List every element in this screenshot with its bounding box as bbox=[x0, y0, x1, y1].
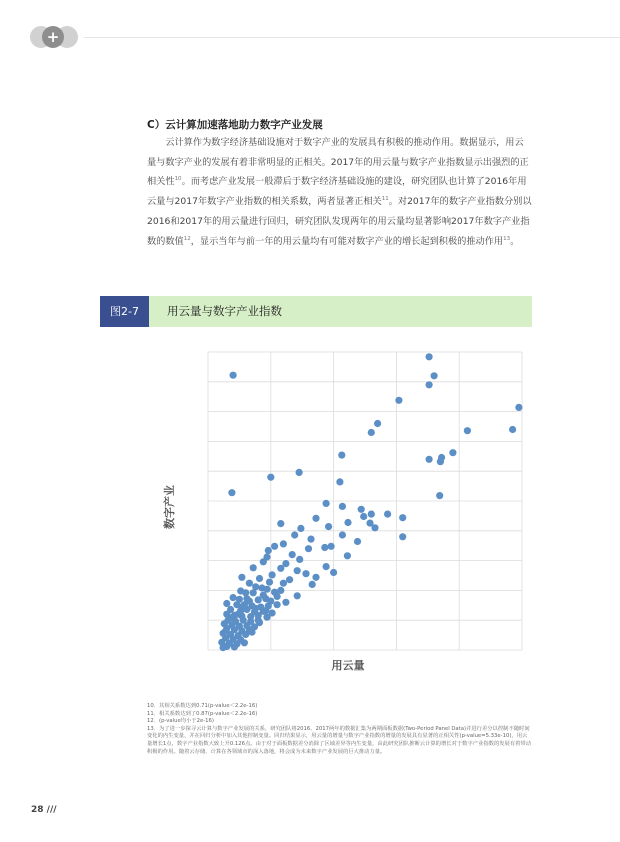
data-point bbox=[305, 545, 312, 552]
page-number: 28 /// bbox=[31, 805, 57, 815]
data-point bbox=[338, 452, 345, 459]
data-point bbox=[248, 629, 255, 636]
data-point bbox=[274, 593, 281, 600]
data-point bbox=[265, 547, 272, 554]
data-point bbox=[312, 515, 319, 522]
data-point bbox=[368, 429, 375, 436]
data-point bbox=[330, 569, 337, 576]
data-point bbox=[426, 456, 433, 463]
footnotes bbox=[147, 703, 532, 756]
data-point bbox=[344, 552, 351, 559]
data-point bbox=[384, 511, 391, 518]
data-point bbox=[368, 511, 375, 518]
data-point bbox=[277, 520, 284, 527]
paragraph-text: 。而考虑产业发展一般滞后于数字经济基础设施的建设，研究团队也计算了2016年用云量与2017年数字产业指数的相关系数，两者显著正相关 bbox=[147, 176, 527, 208]
data-point bbox=[263, 614, 270, 621]
paragraph-text: ，显示当年与前一年的用云量均有可能对数字产业的增长起到积极的推动作用 bbox=[190, 235, 504, 247]
data-point bbox=[399, 533, 406, 540]
footnote-ref: 10 bbox=[174, 176, 182, 183]
data-point bbox=[280, 540, 287, 547]
data-point bbox=[280, 580, 287, 587]
data-point bbox=[336, 478, 343, 485]
header-rule bbox=[84, 37, 620, 38]
data-point bbox=[277, 565, 284, 572]
plus-icon: + bbox=[42, 26, 64, 48]
data-point bbox=[271, 543, 278, 550]
data-point bbox=[277, 587, 284, 594]
data-point bbox=[238, 604, 245, 611]
data-point bbox=[255, 617, 262, 624]
data-point bbox=[325, 523, 332, 530]
data-point bbox=[269, 571, 276, 578]
footnote-ref: 11 bbox=[381, 196, 389, 203]
data-point bbox=[256, 575, 263, 582]
data-point bbox=[289, 551, 296, 558]
data-point bbox=[436, 492, 443, 499]
data-point bbox=[291, 531, 298, 538]
data-point bbox=[230, 372, 237, 379]
footnote-item: 12．(p-value均小于2e-16) bbox=[147, 718, 214, 725]
data-point bbox=[246, 598, 253, 605]
data-point bbox=[235, 611, 242, 618]
data-point bbox=[360, 513, 367, 520]
body-paragraph bbox=[147, 133, 532, 251]
data-point bbox=[464, 427, 471, 434]
data-point bbox=[312, 574, 319, 581]
data-point bbox=[222, 627, 229, 634]
data-point bbox=[437, 458, 444, 465]
figure-banner bbox=[100, 296, 532, 327]
data-point bbox=[260, 558, 267, 565]
data-point bbox=[309, 581, 316, 588]
data-point bbox=[431, 372, 438, 379]
data-point bbox=[426, 381, 433, 388]
data-point bbox=[307, 536, 314, 543]
data-point bbox=[374, 420, 381, 427]
data-point bbox=[263, 586, 270, 593]
data-point bbox=[242, 631, 249, 638]
data-point bbox=[426, 353, 433, 360]
paragraph-text: 。 bbox=[510, 235, 520, 247]
data-point bbox=[296, 556, 303, 563]
data-point bbox=[250, 564, 257, 571]
publisher-logo bbox=[30, 26, 78, 48]
figure-label: 图2-7 bbox=[100, 296, 149, 327]
chart-points bbox=[218, 353, 522, 651]
y-axis-label: 数字产业 bbox=[163, 485, 176, 529]
footnote-ref: 13 bbox=[503, 235, 511, 242]
footnote-item: 11．相关系数达到了0.87(p-value＜2.2e-16) bbox=[147, 710, 258, 717]
data-point bbox=[515, 404, 522, 411]
scatter-chart bbox=[100, 340, 532, 680]
data-point bbox=[223, 600, 230, 607]
data-point bbox=[294, 592, 301, 599]
paragraph-text: 。对2017年的数字产业指数分别以2016和2017年的用云量进行回归，研究团队发现两年的用云量均显著影响2017年数字产业指数的数值 bbox=[147, 196, 532, 247]
data-point bbox=[371, 524, 378, 531]
data-point bbox=[358, 506, 365, 513]
data-point bbox=[321, 544, 328, 551]
paragraph-text: 云计算作为数字经济基础设施对于数字产业的发展具有积极的推动作用。数据显示，用云量与数字产业的发展有着非常明显的正相关。2017年的用云量与数字产业指数显示出强烈的正相关性 bbox=[147, 137, 529, 188]
footnote-item: 13．为了进一步探寻云计算与数字产业发展的关系，研究团队将2016、2017两年的数据汇集为两期面板数据(Two-Period Panel Data)并进行差分以控制不随时间变化的内生变量，并在回归分析中加入其他控制变量。回归结果显示，用云量的增量与数字产业指数的增量的发展具有显著的正相关性(p-value=5.33e-10)，用云量增长1点，数字产业指数大致上升0.126点。由于对于面板数据差分消除了区域差异等内生变量，由此研究团队推断云计算的增长对于数字产业指数的发展有着带动积极的作用。随着云存储、计算在各领域市的深入落地，将会成为未来数字产业发展的巨大推动力量。 bbox=[147, 725, 532, 755]
footnote-item: 10．其相关系数达到0.71(p-value＜2.2e-16) bbox=[147, 703, 258, 709]
data-point bbox=[297, 525, 304, 532]
data-point bbox=[354, 538, 361, 545]
footnote-ref: 12 bbox=[183, 235, 191, 242]
data-point bbox=[449, 449, 456, 456]
data-point bbox=[339, 503, 346, 510]
data-point bbox=[509, 426, 516, 433]
data-point bbox=[227, 614, 234, 621]
data-point bbox=[228, 489, 235, 496]
data-point bbox=[230, 594, 237, 601]
data-point bbox=[260, 592, 267, 599]
data-point bbox=[339, 531, 346, 538]
data-point bbox=[294, 567, 301, 574]
data-point bbox=[395, 397, 402, 404]
x-axis-label: 用云量 bbox=[331, 659, 365, 672]
data-point bbox=[302, 570, 309, 577]
data-point bbox=[220, 644, 227, 651]
data-point bbox=[252, 605, 259, 612]
data-point bbox=[286, 576, 293, 583]
data-point bbox=[323, 563, 330, 570]
data-point bbox=[282, 599, 289, 606]
data-point bbox=[328, 543, 335, 550]
data-point bbox=[267, 474, 274, 481]
data-point bbox=[274, 601, 281, 608]
data-point bbox=[323, 500, 330, 507]
data-point bbox=[250, 589, 257, 596]
data-point bbox=[344, 519, 351, 526]
figure-title: 用云量与数字产业指数 bbox=[167, 304, 282, 318]
data-point bbox=[262, 607, 269, 614]
data-point bbox=[246, 580, 253, 587]
data-point bbox=[241, 639, 248, 646]
data-point bbox=[238, 574, 245, 581]
data-point bbox=[266, 579, 273, 586]
data-point bbox=[399, 514, 406, 521]
data-point bbox=[296, 469, 303, 476]
data-point bbox=[231, 643, 238, 650]
section-heading: C）云计算加速落地助力数字产业发展 bbox=[147, 119, 323, 131]
